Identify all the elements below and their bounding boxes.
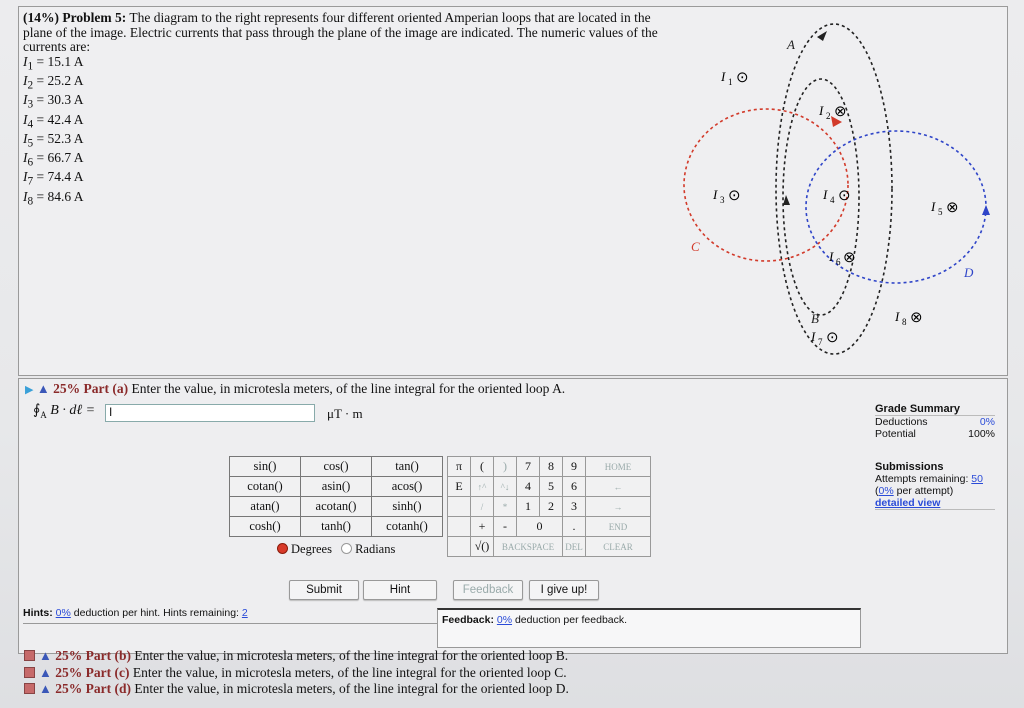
part-label: Part (d) <box>85 681 131 696</box>
marker-subscript: 7 <box>818 337 823 347</box>
current-marker-7 <box>810 329 839 347</box>
submit-button[interactable]: Submit <box>289 580 359 600</box>
hints-pct[interactable]: 0% <box>55 607 71 619</box>
key-7[interactable]: 7 <box>517 457 540 477</box>
give-up-button[interactable]: I give up! <box>529 580 599 600</box>
submissions-panel <box>875 461 995 510</box>
part-b-row[interactable] <box>24 648 569 665</box>
current-amount: = 74.4 A <box>36 169 84 185</box>
marker-label: I <box>823 187 828 202</box>
hint-button[interactable]: Hint <box>363 580 437 600</box>
marker-label: I <box>829 249 834 264</box>
problem-panel <box>18 6 1008 376</box>
deductions-label: Deductions <box>875 416 928 428</box>
current-subscript: 5 <box>27 137 34 150</box>
key-6[interactable]: 6 <box>563 477 586 497</box>
current-symbol: I <box>23 188 28 204</box>
hints-divider <box>23 623 437 624</box>
blank-key <box>448 537 471 557</box>
other-parts-list <box>24 648 569 698</box>
current-value <box>23 170 663 189</box>
marker-label: I <box>819 103 824 118</box>
current-in-icon: ⊗ <box>910 310 923 326</box>
warning-icon: ▲ <box>36 381 50 396</box>
current-value <box>23 55 663 74</box>
part-prompt: Enter the value, in microtesla meters, of the line integral for the oriented loop C. <box>132 664 567 680</box>
feedback-pct[interactable]: 0% <box>496 614 513 626</box>
current-value <box>23 93 663 112</box>
line-integral-label <box>33 402 95 420</box>
warning-icon: ▲ <box>39 648 52 663</box>
marker-subscript: 3 <box>720 195 725 205</box>
part-a-label: Part (a) <box>83 381 129 396</box>
tan-button[interactable]: tan() <box>372 457 443 477</box>
marker-subscript: 8 <box>902 317 907 327</box>
grade-summary <box>875 403 995 440</box>
potential-label: Potential <box>875 428 916 440</box>
contour-integral-icon: ∮ <box>33 403 41 418</box>
cosh-button[interactable]: cosh() <box>230 517 301 537</box>
current-in-icon: ⊗ <box>946 200 959 216</box>
current-symbol: I <box>23 53 28 69</box>
loop-a-path <box>776 24 892 354</box>
cotanh-button[interactable]: cotanh() <box>372 517 443 537</box>
marker-label: I <box>713 187 718 202</box>
marker-subscript: 6 <box>836 257 841 267</box>
hints-remaining[interactable]: 2 <box>241 607 248 619</box>
left-arrow-key[interactable]: ← <box>586 477 651 497</box>
amperian-loop-diagram <box>659 9 1009 371</box>
angle-mode-toggle <box>277 542 395 557</box>
part-a-percent: 25% <box>53 381 81 396</box>
function-keypad <box>229 456 443 537</box>
hints-text: deduction per hint. Hints remaining: <box>73 607 239 619</box>
lock-icon <box>24 667 35 678</box>
current-amount: = 42.4 A <box>36 111 84 127</box>
current-amount: = 30.3 A <box>36 92 84 108</box>
loop-c-path <box>684 109 848 261</box>
acos-button[interactable]: acos() <box>372 477 443 497</box>
current-in-icon: ⊗ <box>843 250 856 266</box>
marker-label: I <box>721 69 726 84</box>
feedback-button[interactable]: Feedback <box>453 580 523 600</box>
submissions-title: Submissions <box>875 461 944 473</box>
current-amount: = 15.1 A <box>36 53 84 69</box>
play-icon[interactable]: ▶ <box>25 384 34 396</box>
current-symbol: I <box>23 130 28 146</box>
feedback-panel <box>437 608 861 648</box>
current-out-icon: ⊙ <box>838 188 851 204</box>
current-amount: = 25.2 A <box>36 73 84 89</box>
cotan-button[interactable]: cotan() <box>230 477 301 497</box>
marker-label: I <box>895 309 900 324</box>
warning-icon: ▲ <box>39 681 52 696</box>
acotan-button[interactable]: acotan() <box>301 497 372 517</box>
marker-label: I <box>931 199 936 214</box>
degrees-label: Degrees <box>291 542 332 556</box>
part-d-row[interactable] <box>24 681 569 698</box>
part-prompt: Enter the value, in microtesla meters, of the line integral for the oriented loop B. <box>134 648 569 663</box>
current-subscript: 1 <box>27 60 34 73</box>
clear-key[interactable]: CLEAR <box>586 537 651 557</box>
current-marker-4 <box>822 187 851 205</box>
feedback-text: deduction per feedback. <box>514 614 628 626</box>
key-2[interactable]: 2 <box>540 497 563 517</box>
lock-icon <box>24 650 35 661</box>
key-1[interactable]: 1 <box>517 497 540 517</box>
key-0[interactable]: 0 <box>517 517 563 537</box>
current-value <box>23 151 663 170</box>
multiply-key[interactable]: * <box>494 497 517 517</box>
current-in-icon: ⊗ <box>834 104 847 120</box>
degrees-radio[interactable] <box>277 543 288 554</box>
potential-row <box>875 428 995 440</box>
lock-icon <box>24 683 35 694</box>
radians-label: Radians <box>355 542 396 556</box>
cos-button[interactable]: cos() <box>301 457 372 477</box>
attempts-value[interactable]: 50 <box>971 473 983 485</box>
blank-key <box>448 497 471 517</box>
current-out-icon: ⊙ <box>736 70 749 86</box>
grade-summary-title: Grade Summary <box>875 403 995 416</box>
current-value <box>23 190 663 209</box>
part-a-heading <box>25 381 565 397</box>
loop-d-arrow <box>982 205 990 215</box>
answer-input[interactable]: I <box>105 404 315 422</box>
per-attempt-row <box>875 485 995 497</box>
superscript-key[interactable]: ↑^ <box>471 477 494 497</box>
current-symbol: I <box>23 150 28 166</box>
marker-subscript: 4 <box>830 195 835 205</box>
e-key[interactable]: E <box>448 477 471 497</box>
part-percent: 25% <box>55 664 83 680</box>
sqrt-key[interactable]: √() <box>471 537 494 557</box>
part-prompt: Enter the value, in microtesla meters, of the line integral for the oriented loop D. <box>134 681 569 696</box>
potential-value: 100% <box>968 428 995 440</box>
current-out-icon: ⊙ <box>826 330 839 346</box>
loop-b-arrow <box>783 195 790 205</box>
problem-heading: (14%) Problem 5: <box>23 10 127 25</box>
loop-c-label: C <box>691 239 700 254</box>
integral-body: B · dℓ = <box>50 403 96 418</box>
current-subscript: 2 <box>27 79 34 92</box>
part-label: Part (c) <box>85 664 130 680</box>
feedback-label: Feedback: <box>442 614 494 626</box>
pi-key[interactable]: π <box>448 457 471 477</box>
close-paren-key[interactable]: ) <box>494 457 517 477</box>
end-key[interactable]: END <box>586 517 651 537</box>
per-attempt-text: per attempt) <box>896 485 954 497</box>
part-c-row[interactable] <box>24 665 569 682</box>
part-a-panel <box>18 378 1008 654</box>
attempts-row <box>875 473 995 485</box>
right-arrow-key[interactable]: → <box>586 497 651 517</box>
warning-icon: ▲ <box>39 664 52 680</box>
key-3[interactable]: 3 <box>563 497 586 517</box>
subscript-key[interactable]: ^↓ <box>494 477 517 497</box>
loop-a-label: A <box>787 37 795 52</box>
per-attempt-pct[interactable]: 0% <box>878 485 894 497</box>
current-value <box>23 113 663 132</box>
current-marker-8 <box>894 309 923 327</box>
home-key[interactable]: HOME <box>586 457 651 477</box>
part-percent: 25% <box>55 681 83 696</box>
current-symbol: I <box>23 73 28 89</box>
part-a-prompt: Enter the value, in microtesla meters, of the line integral for the oriented loop A. <box>131 381 566 396</box>
marker-subscript: 5 <box>938 207 943 217</box>
current-subscript: 4 <box>27 118 34 131</box>
detailed-view-link[interactable]: detailed view <box>875 497 941 509</box>
radians-radio[interactable] <box>341 543 352 554</box>
current-list <box>23 55 663 209</box>
del-key[interactable]: DEL <box>563 537 586 557</box>
key-8[interactable]: 8 <box>540 457 563 477</box>
blank-key <box>448 517 471 537</box>
asin-button[interactable]: asin() <box>301 477 372 497</box>
key-5[interactable]: 5 <box>540 477 563 497</box>
current-out-icon: ⊙ <box>728 188 741 204</box>
unit-label: μT · m <box>327 406 363 421</box>
current-value <box>23 132 663 151</box>
current-symbol: I <box>23 111 28 127</box>
current-amount: = 84.6 A <box>36 188 84 204</box>
loop-b-label: B <box>811 311 819 326</box>
backspace-key[interactable]: BACKSPACE <box>494 537 563 557</box>
part-percent: 25% <box>55 648 83 663</box>
open-paren-key[interactable]: ( <box>471 457 494 477</box>
problem-intro: The diagram to the right represents four different oriented Amperian loops that are located in the plane of the image. Electric currents that pass through the plane of the image are indicated. The numeric values of the currents are: <box>23 10 658 55</box>
marker-subscript: 1 <box>728 77 733 87</box>
divide-key[interactable]: / <box>471 497 494 517</box>
atan-button[interactable]: atan() <box>230 497 301 517</box>
loop-a-arrow <box>817 31 827 41</box>
deductions-value: 0% <box>979 416 995 428</box>
current-subscript: 7 <box>27 176 34 189</box>
key-4[interactable]: 4 <box>517 477 540 497</box>
deductions-row <box>875 416 995 428</box>
decimal-key[interactable]: . <box>563 517 586 537</box>
current-marker-6 <box>828 249 856 267</box>
hints-label: Hints: <box>23 607 53 619</box>
minus-key[interactable]: - <box>494 517 517 537</box>
per-attempt-paren: ( <box>875 485 879 497</box>
plus-key[interactable]: + <box>471 517 494 537</box>
sinh-button[interactable]: sinh() <box>372 497 443 517</box>
current-subscript: 3 <box>27 99 34 112</box>
key-9[interactable]: 9 <box>563 457 586 477</box>
numeric-keypad <box>447 456 651 557</box>
loop-d-label: D <box>964 265 974 280</box>
current-amount: = 52.3 A <box>36 130 84 146</box>
current-marker-3 <box>712 187 741 205</box>
sin-button[interactable]: sin() <box>230 457 301 477</box>
hints-row <box>23 607 248 619</box>
current-marker-1 <box>720 69 749 87</box>
problem-text <box>23 11 663 209</box>
integral-subscript: A <box>40 409 47 420</box>
current-marker-5 <box>930 199 959 217</box>
attempts-label: Attempts remaining: <box>875 473 969 485</box>
current-subscript: 6 <box>27 156 34 169</box>
current-value <box>23 74 663 93</box>
marker-label: I <box>811 329 816 344</box>
marker-subscript: 2 <box>826 111 831 121</box>
current-subscript: 8 <box>27 195 34 208</box>
current-amount: = 66.7 A <box>36 150 84 166</box>
current-symbol: I <box>23 169 28 185</box>
current-symbol: I <box>23 92 28 108</box>
tanh-button[interactable]: tanh() <box>301 517 372 537</box>
part-label: Part (b) <box>85 648 131 663</box>
